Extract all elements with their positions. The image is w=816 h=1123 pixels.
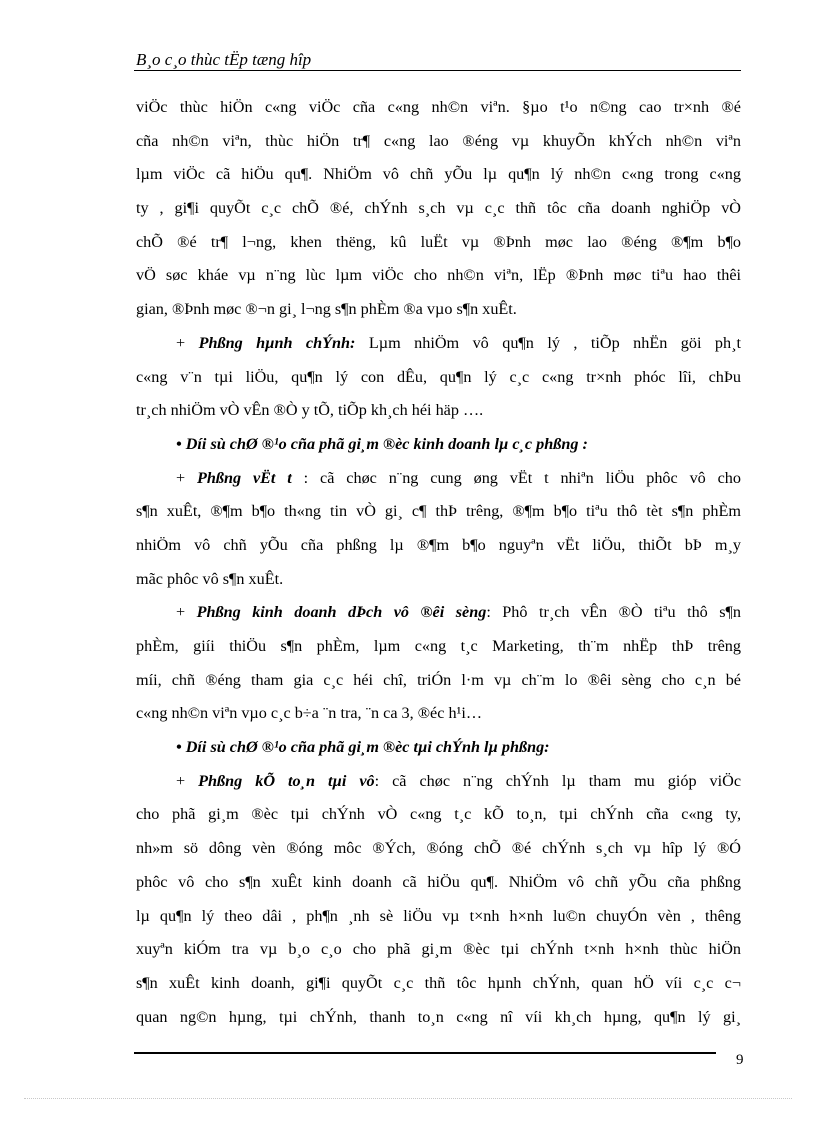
- sales-paragraph-first-line: [136, 596, 741, 630]
- page-number: 9: [736, 1052, 744, 1068]
- accounting-line-3: nh»m sö dông vèn ®óng môc ®Ých, ®óng chÕ ®é chÝnh s¸ch vµ hîp lý ®Ó: [136, 839, 741, 858]
- body-line-2: cña nh©n viªn, thùc hiÖn tr¶ c«ng lao ®éng vµ khuyÕn khÝch nh©n viªn: [136, 131, 741, 150]
- bullet-finance-heading: [136, 731, 741, 765]
- materials-line-4: mãc phôc vô s¶n xuÊt.: [136, 569, 284, 588]
- body-text: [136, 91, 741, 1034]
- body-line-5: chÕ ®é tr¶ l¬ng, khen thëng, kû luËt vµ ®Þnh møc lao ®éng ®¶m b¶o: [136, 232, 741, 251]
- body-line-6: vÖ søc kháe vµ n¨ng lùc lµm viÖc cho nh©n viªn, lËp ®Þnh møc tiªu hao thêi: [136, 266, 741, 285]
- sales-line-4: c«ng nh©n viªn vµo c¸c b÷a ¨n tra, ¨n ca 3, ®éc h¹i…: [136, 704, 483, 723]
- sales-section-title: Phßng kinh doanh dÞch vô ®êi sèng: [196, 603, 487, 622]
- materials-line-2: s¶n xuÊt, ®¶m b¶o th«ng tin vÒ gi¸ c¶ thÞ trêng, ®¶m b¶o tiªu thô tèt s¶n phÈm: [136, 502, 741, 521]
- accounting-line-6: xuyªn kiÓm tra vµ b¸o c¸o cho phã gi¸m ®èc tµi chÝnh t×nh h×nh thùc hiÖn: [136, 940, 741, 959]
- accounting-line-8: quan ng©n hµng, tµi chÝnh, thanh to¸n c«ng nî víi kh¸ch hµng, qu¶n lý gi¸: [136, 1007, 741, 1026]
- page-bottom-edge: [24, 1098, 792, 1099]
- accounting-line-4: phôc vô cho s¶n xuÊt kinh doanh cã hiÖu qu¶. NhiÖm vô chñ yÕu cña phßng: [136, 872, 741, 891]
- admin-first-line-text: Lµm nhiÖm vô qu¶n lý , tiÕp nhËn göi ph¸t: [355, 333, 741, 352]
- materials-prefix: +: [176, 468, 197, 487]
- accounting-paragraph-first-line: [136, 765, 741, 799]
- body-line-1: viÖc thùc hiÖn c«ng viÖc cña c«ng nh©n viªn. §µo t¹o n©ng cao tr×nh ®é: [136, 98, 741, 116]
- sales-line-2: phÈm, giíi thiÖu s¶n phÈm, lµm c«ng t¸c Marketing, th¨m nhËp thÞ trêng: [136, 637, 741, 655]
- bullet-business-heading: [136, 428, 741, 462]
- accounting-prefix: +: [176, 771, 199, 790]
- body-line-7: gian, ®Þnh møc ®¬n gi¸ l¬ng s¶n phÈm ®a vµo s¶n xuÊt.: [136, 300, 517, 319]
- admin-line-3: tr¸ch nhiÖm vÒ vÊn ®Ò y tÕ, tiÕp kh¸ch héi häp ….: [136, 401, 484, 420]
- bullet-icon: •: [176, 738, 182, 757]
- bullet-icon: •: [176, 434, 182, 453]
- admin-section-title: Phßng hµnh chÝnh:: [198, 333, 356, 352]
- materials-first-line-text: : cã chøc n¨ng cung øng vËt t nhiªn liÖu phôc vô cho: [291, 468, 741, 487]
- accounting-line-7: s¶n xuÊt kinh doanh, gi¶i quyÕt c¸c thñ tôc hµnh chÝnh, quan hÖ víi c¸c c¬: [136, 973, 741, 992]
- materials-line-3: nhiÖm vô chñ yÕu cña phßng lµ ®¶m b¶o nguyªn vËt liÖu, thiÕt bÞ m¸y: [136, 535, 741, 554]
- body-line-3: lµm viÖc cã hiÖu qu¶. NhiÖm vô chñ yÕu lµ qu¶n lý nh©n c«ng trong c«ng: [136, 165, 741, 184]
- accounting-line-2: cho phã gi¸m ®èc tµi chÝnh vÒ c«ng t¸c kÕ to¸n, tµi chÝnh cña c«ng ty,: [136, 805, 741, 824]
- sales-first-line-text: : Phô tr¸ch vÊn ®Ò tiªu thô s¶n: [486, 603, 741, 622]
- body-line-4: ty , gi¶i quyÕt c¸c chÕ ®é, chÝnh s¸ch vµ c¸c thñ tôc cña doanh nghiÖp vÒ: [136, 199, 741, 218]
- admin-prefix: +: [176, 333, 199, 352]
- sales-line-3: míi, chñ ®éng tham gia c¸c héi chî, triÓn l·m vµ ch¨m lo ®êi sèng cho c¸n bé: [136, 670, 741, 689]
- accounting-first-line-text: : cã chøc n¨ng chÝnh lµ tham mu gióp viÖc: [374, 771, 741, 790]
- bullet-finance-text: Díi sù chØ ®¹o cña phã gi¸m ®èc tµi chÝnh lµ phßng:: [181, 738, 550, 757]
- footer-rule: [134, 1052, 716, 1054]
- accounting-section-title: Phßng kÕ to¸n tµi vô: [198, 771, 375, 790]
- header-rule: [134, 70, 741, 71]
- running-header-title: B¸o c¸o thùc tËp tæng hîp: [136, 50, 312, 69]
- admin-line-2: c«ng v¨n tµi liÖu, qu¶n lý con dÊu, qu¶n lý c¸c c«ng tr×nh phóc lîi, chÞu: [136, 367, 741, 386]
- accounting-line-5: lµ qu¶n lý theo dâi , ph¶n ¸nh sè liÖu vµ t×nh h×nh lu©n chuyÓn vèn , thêng: [136, 906, 741, 925]
- materials-section-title: Phßng vËt t: [197, 468, 292, 487]
- bullet-business-text: Díi sù chØ ®¹o cña phã gi¸m ®èc kinh doanh lµ c¸c phßng :: [181, 434, 588, 453]
- materials-paragraph-first-line: [136, 462, 741, 496]
- sales-prefix: +: [176, 603, 197, 622]
- admin-paragraph-first-line: [136, 327, 741, 361]
